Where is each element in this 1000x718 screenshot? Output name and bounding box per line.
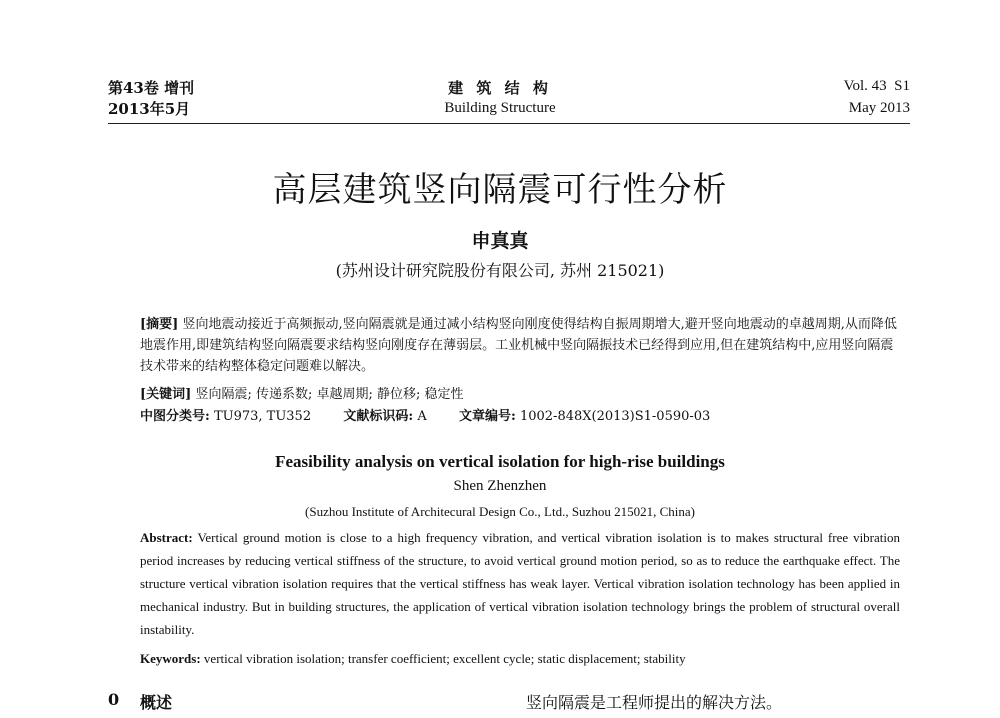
journal-name-en: Building Structure: [444, 100, 556, 116]
journal-name-zh: 建 筑 结 构: [448, 79, 552, 97]
keywords-text-en: vertical vibration isolation; transfer coefficient; excellent cycle; static displacement; stability: [203, 651, 686, 666]
affiliation-zh: (苏州设计研究院股份有限公司, 苏州 215021): [335, 261, 665, 280]
article-no-value: 1002-848X(2013)S1-0590-03: [519, 409, 711, 424]
abstract-text-zh: 竖向地震动接近于高频振动,竖向隔震就是通过减小结构竖向刚度使得结构自振周期增大,避开竖向地震动的卓越周期,从而降低地震作用,即建筑结构竖向隔震要求结构竖向刚度存在薄弱层。工业机械中竖向隔振技术已经得到应用,但在建筑结构中,应用竖向隔震技术带来的结构整体稳定问题难以解决。: [140, 317, 897, 374]
doc-code-label: 文献标识码:: [343, 409, 414, 424]
journal-date-en: May 2013: [848, 100, 910, 116]
doc-code-value: A: [417, 409, 427, 424]
header-rule: [108, 123, 910, 124]
article-title-zh: 高层建筑竖向隔震可行性分析: [272, 170, 728, 210]
abstract-en: [140, 526, 900, 641]
abstract-text-en: Vertical ground motion is close to a high frequency vibration, and vertical vibration isolation is to makes structural free vibration period increases by reducing vertical stiffness of the structure, to avoid vertical ground motion period, so as to reduce the earthquake effect. The structure vertical vibration isolation requires that the vertical stiffness has weak layer. Vertical vibration isolation technology has been applied in mechanical industry. But in building structures, the application of vertical vibration isolation technology brings the problem of structural overall instability.: [140, 530, 901, 637]
abstract-label-zh: [摘要]: [140, 317, 179, 332]
keywords-text-zh: 竖向隔震; 传递系数; 卓越周期; 静位移; 稳定性: [195, 387, 464, 402]
section-number: 0: [108, 690, 120, 709]
abstract-zh: [140, 314, 900, 377]
keywords-en: [140, 649, 900, 669]
journal-date-zh: 2013年5月: [108, 100, 191, 118]
keywords-label-en: Keywords:: [140, 651, 201, 666]
keywords-label-zh: [关键词]: [140, 387, 192, 402]
article-no-label: 文章编号:: [459, 409, 516, 424]
journal-volume-en: Vol. 43 S1: [843, 78, 910, 94]
body-text-right-column: 竖向隔震是工程师提出的解决方法。: [526, 693, 783, 712]
article-title-en: Feasibility analysis on vertical isolation for high-rise buildings: [275, 452, 725, 471]
section-heading: 概述: [140, 693, 173, 712]
affiliation-en: (Suzhou Institute of Architecural Design Co., Ltd., Suzhou 215021, China): [305, 504, 695, 519]
journal-volume-zh: 第43卷 增刊: [108, 79, 195, 97]
abstract-label-en: Abstract:: [140, 530, 193, 545]
author-en: Shen Zhenzhen: [453, 478, 547, 494]
classification-line: [140, 406, 900, 427]
clc-value: TU973, TU352: [213, 409, 312, 424]
keywords-zh: [140, 384, 900, 405]
clc-label: 中图分类号:: [140, 409, 210, 424]
author-zh: 申真真: [471, 230, 529, 252]
